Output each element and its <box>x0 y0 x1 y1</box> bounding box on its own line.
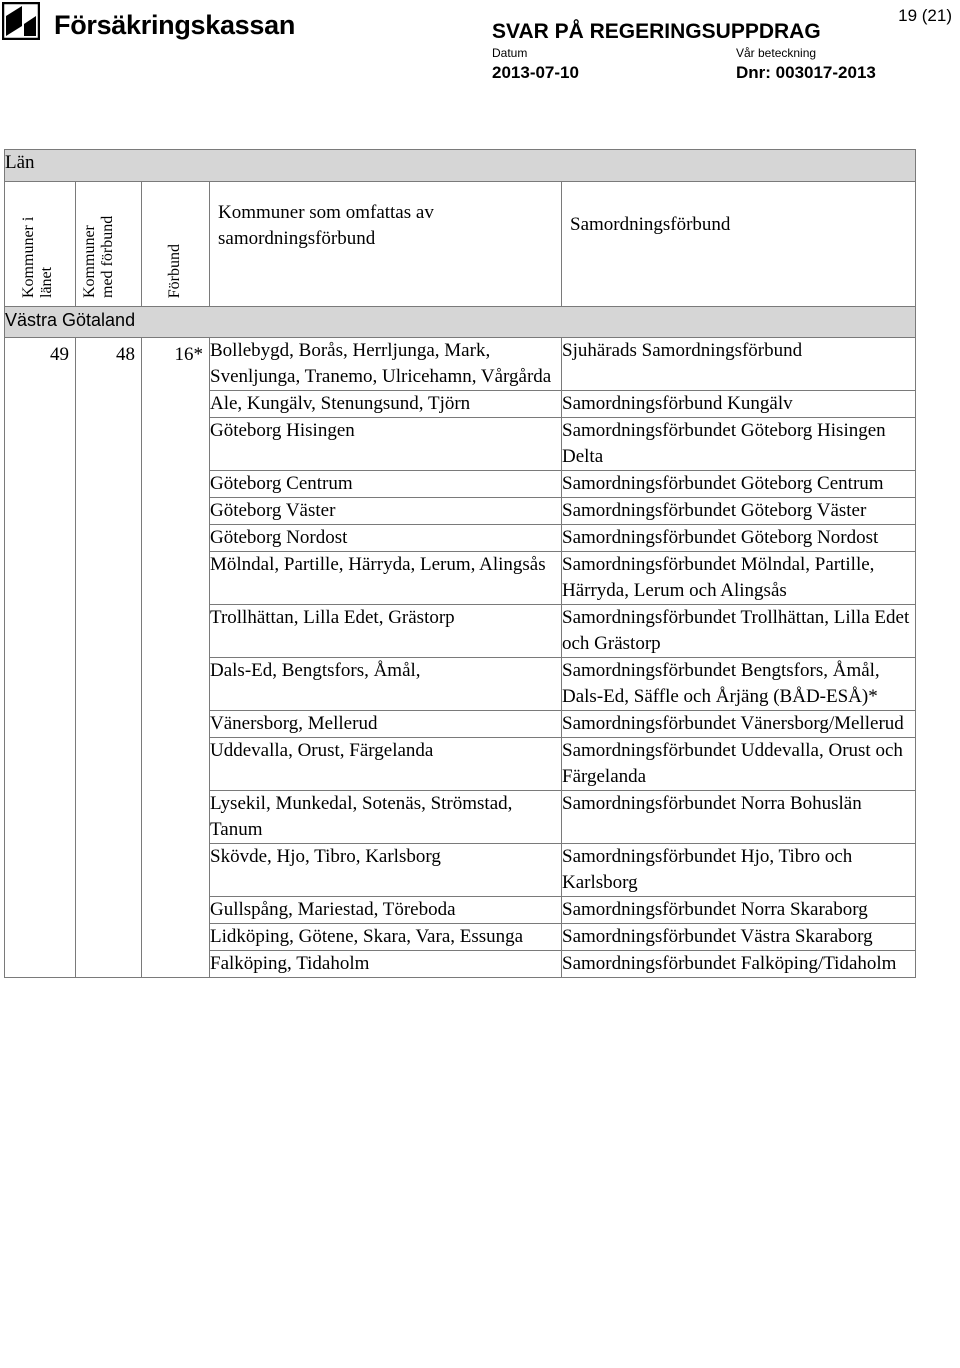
table-row <box>5 338 916 391</box>
col-kommuner-i-lanet: Kommuner i länet <box>5 182 76 307</box>
kommuner-cell: Göteborg Nordost <box>210 525 562 552</box>
col-kommuner-omfattas: Kommuner som omfattas av samordningsförbund <box>210 182 562 307</box>
forbund-cell: Samordningsförbundet Mölndal, Partille, Härryda, Lerum och Alingsås <box>562 552 916 605</box>
forbund-cell: Samordningsförbundet Göteborg Väster <box>562 498 916 525</box>
region-name: Västra Götaland <box>5 307 916 338</box>
forbund-cell: Samordningsförbundet Falköping/Tidaholm <box>562 951 916 978</box>
page-number: 19 (21) <box>898 6 952 25</box>
col-samordningsforbund: Samordningsförbund <box>562 182 916 307</box>
forbund-cell: Samordningsförbundet Norra Skaraborg <box>562 897 916 924</box>
lan-header-row <box>5 150 916 182</box>
column-header-row <box>5 182 916 307</box>
kommuner-cell: Skövde, Hjo, Tibro, Karlsborg <box>210 844 562 897</box>
kommuner-cell: Göteborg Centrum <box>210 471 562 498</box>
kommuner-cell: Falköping, Tidaholm <box>210 951 562 978</box>
forbund-cell: Samordningsförbundet Trollhättan, Lilla Edet och Grästorp <box>562 605 916 658</box>
reference-label: Vår beteckning <box>736 46 817 60</box>
col-forbund: Förbund <box>142 182 210 307</box>
kommuner-cell: Dals-Ed, Bengtsfors, Åmål, <box>210 658 562 711</box>
forbund-cell: Samordningsförbundet Göteborg Centrum <box>562 471 916 498</box>
forbund-cell: Samordningsförbund Kungälv <box>562 391 916 418</box>
date-label: Datum <box>492 46 528 60</box>
lan-header: Län <box>5 150 916 182</box>
kommuner-cell: Trollhättan, Lilla Edet, Grästorp <box>210 605 562 658</box>
kommuner-cell: Lysekil, Munkedal, Sotenäs, Strömstad, Tanum <box>210 791 562 844</box>
forbund-cell: Samordningsförbundet Bengtsfors, Åmål, Dals-Ed, Säffle och Årjäng (BÅD-ESÅ)* <box>562 658 916 711</box>
date-value: 2013-07-10 <box>492 63 579 82</box>
samordningsforbund-table <box>4 149 916 978</box>
forbund-cell: Sjuhärads Samordningsförbund <box>562 338 916 391</box>
document-type: SVAR PÅ REGERINGSUPPDRAG <box>492 20 821 43</box>
kommuner-cell: Göteborg Hisingen <box>210 418 562 471</box>
forbund-cell: Samordningsförbundet Västra Skaraborg <box>562 924 916 951</box>
kommuner-cell: Göteborg Väster <box>210 498 562 525</box>
region-row <box>5 307 916 338</box>
kommuner-cell: Vänersborg, Mellerud <box>210 711 562 738</box>
kommuner-cell: Uddevalla, Orust, Färgelanda <box>210 738 562 791</box>
col-kommuner-med-forbund: Kommuner med förbund <box>76 182 142 307</box>
forsakringskassan-logo-icon <box>2 2 40 40</box>
kommuner-cell: Ale, Kungälv, Stenungsund, Tjörn <box>210 391 562 418</box>
count-forbund: 16* <box>142 338 210 978</box>
kommuner-cell: Lidköping, Götene, Skara, Vara, Essunga <box>210 924 562 951</box>
forbund-cell: Samordningsförbundet Göteborg Nordost <box>562 525 916 552</box>
reference-value: Dnr: 003017-2013 <box>736 63 876 82</box>
forbund-cell: Samordningsförbundet Uddevalla, Orust och Färgelanda <box>562 738 916 791</box>
kommuner-cell: Mölndal, Partille, Härryda, Lerum, Alingsås <box>210 552 562 605</box>
kommuner-cell: Bollebygd, Borås, Herrljunga, Mark, Svenljunga, Tranemo, Ulricehamn, Vårgårda <box>210 338 562 391</box>
count-kommuner-med-forbund: 48 <box>76 338 142 978</box>
forbund-cell: Samordningsförbundet Hjo, Tibro och Karlsborg <box>562 844 916 897</box>
count-kommuner-i-lanet: 49 <box>5 338 76 978</box>
kommuner-cell: Gullspång, Mariestad, Töreboda <box>210 897 562 924</box>
brand-name: Försäkringskassan <box>54 10 296 40</box>
forbund-cell: Samordningsförbundet Vänersborg/Mellerud <box>562 711 916 738</box>
forbund-cell: Samordningsförbundet Norra Bohuslän <box>562 791 916 844</box>
forbund-cell: Samordningsförbundet Göteborg Hisingen Delta <box>562 418 916 471</box>
